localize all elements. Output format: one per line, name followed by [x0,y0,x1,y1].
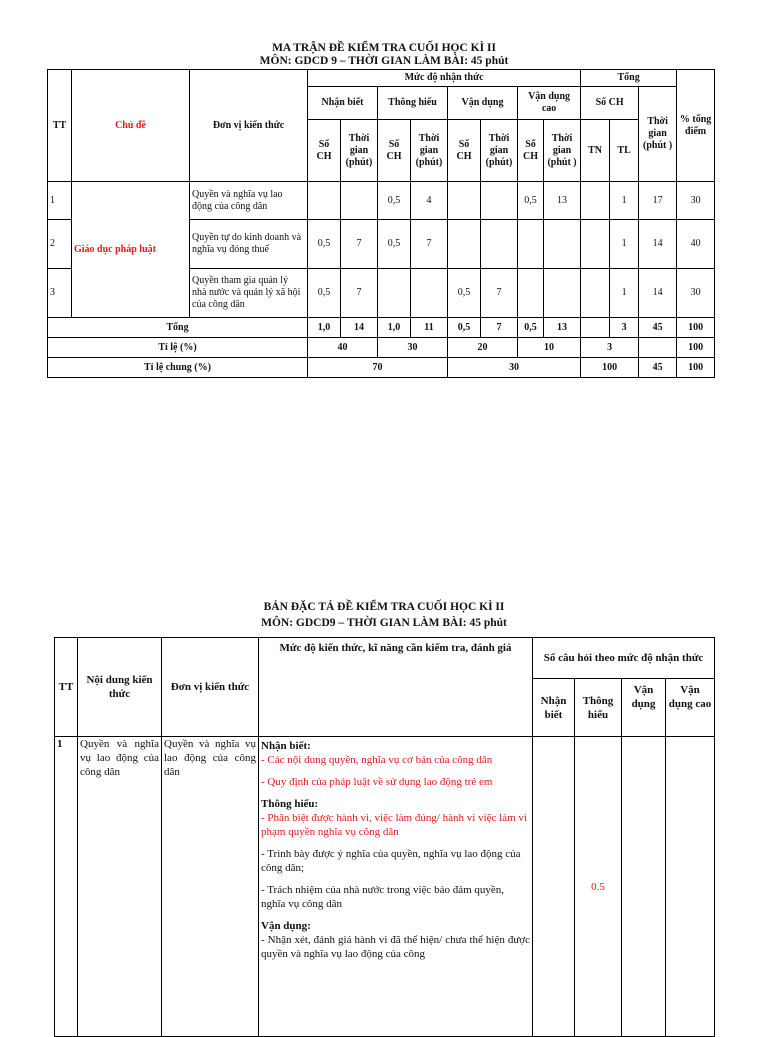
matrix-title: MA TRẬN ĐỀ KIỂM TRA CUỐI HỌC KÌ II [272,42,496,54]
spec-header-don-vi: Đơn vị kiến thức [162,638,259,737]
cell: 100 [677,358,715,378]
cell: 1,0 [308,318,341,338]
spec-row-unit: Quyền và nghĩa vụ lao động của công dân [162,737,259,1037]
header-vd-so-ch: Số CH [448,120,481,182]
cell: 11 [411,318,448,338]
cell [518,269,544,318]
cell: 30 [378,338,448,358]
total-row [48,318,715,338]
spec-nhan-biet-cell [533,737,575,1037]
spec-row-content: Quyền và nghĩa vụ lao động của công dân [78,737,162,1037]
th-item: - Trách nhiệm của nhà nước trong việc bảo đảm quyền, nghĩa vụ công dân [261,884,505,910]
cell [581,182,610,220]
header-thoi-gian-tong: Thời gian (phút ) [639,87,677,182]
matrix-table [47,69,715,378]
cell: 1 [610,269,639,318]
cell [581,220,610,269]
spec-header-noi-dung: Nội dung kiến thức [78,638,162,737]
cell: 0,5 [448,269,481,318]
header-nb-so-ch: Số CH [308,120,341,182]
cell [581,269,610,318]
spec-table [54,637,715,1037]
header-vd-thoi-gian: Thời gian (phút) [481,120,518,182]
ratio-row [48,338,715,358]
spec-header-van-dung-cao: Vận dụng cao [666,679,715,737]
cell: 14 [341,318,378,338]
cell [518,220,544,269]
th-item-red: - Phân biệt được hành vi, việc làm đúng/ hành vi việc làm vi phạm quyền nghĩa vụ công dân [261,812,527,838]
header-muc-do: Mức độ nhận thức [308,70,581,87]
total-label: Tổng [48,318,308,338]
cell: 100 [677,338,715,358]
cell [544,220,581,269]
cell: 17 [639,182,677,220]
spec-van-dung-cell [622,737,666,1037]
row-unit: Quyền tham gia quản lý nhà nước và quản lý xã hội của công dân [190,269,308,318]
cell: 7 [411,220,448,269]
cell: 7 [341,220,378,269]
header-vdc-thoi-gian: Thời gian (phút ) [544,120,581,182]
vd-item: - Nhận xét, đánh giá hành vi đã thể hiện/ chưa thể hiện được quyền và nghĩa vụ lao động của công [261,934,530,960]
spec-van-dung-cao-cell [666,737,715,1037]
cell: 3 [610,318,639,338]
header-chu-de: Chủ đề [72,70,190,182]
thong-hieu-label: Thông hiểu: [261,798,319,810]
cell: 0,5 [308,269,341,318]
row-tt: 3 [48,269,72,318]
spec-header-so-cau: Số câu hỏi theo mức độ nhận thức [533,638,715,679]
row-unit: Quyền tự do kinh doanh và nghĩa vụ đóng thuế [190,220,308,269]
spec-row-description [259,737,533,1037]
header-vdc-so-ch: Số CH [518,120,544,182]
general-ratio-row [48,358,715,378]
header-pct: % tổng điểm [677,70,715,182]
nhan-biet-label: Nhận biết: [261,740,311,752]
row-tt: 2 [48,220,72,269]
header-tong: Tổng [581,70,677,87]
cell [378,269,411,318]
cell: 100 [581,358,639,378]
spec-header-tt: TT [55,638,78,737]
cell: 0,5 [378,220,411,269]
cell: 13 [544,182,581,220]
spec-row [55,737,715,1037]
cell: 3 [581,338,639,358]
general-ratio-label: Tỉ lệ chung (%) [48,358,308,378]
header-tl: TL [610,120,639,182]
header-nhan-biet: Nhận biết [308,87,378,120]
nb-item: - Các nội dung quyền, nghĩa vụ cơ bản của công dân [261,754,493,766]
spec-header-muc-do: Mức độ kiến thức, kĩ năng cần kiểm tra, đánh giá [259,638,533,737]
cell [481,182,518,220]
cell: 70 [308,358,448,378]
cell [481,220,518,269]
row-unit: Quyền và nghĩa vụ lao động của công dân [190,182,308,220]
cell [411,269,448,318]
spec-subtitle: MÔN: GDCD9 – THỜI GIAN LÀM BÀI: 45 phút [261,617,507,629]
row-tt: 1 [48,182,72,220]
header-tt: TT [48,70,72,182]
spec-header-thong-hieu: Thông hiểu [575,679,622,737]
cell: 0,5 [308,220,341,269]
header-van-dung-cao: Vận dụng cao [518,87,581,120]
matrix-subtitle: MÔN: GDCD 9 – THỜI GIAN LÀM BÀI: 45 phút [259,55,509,67]
cell: 7 [341,269,378,318]
cell: 0,5 [448,318,481,338]
cell [308,182,341,220]
cell: 30 [677,269,715,318]
header-thong-hieu: Thông hiểu [378,87,448,120]
cell: 1 [610,220,639,269]
cell: 20 [448,338,518,358]
cell [544,269,581,318]
van-dung-label: Vận dụng: [261,920,311,932]
cell: 1 [610,182,639,220]
topic-cell: Giáo dục pháp luật [72,182,190,318]
cell: 14 [639,269,677,318]
cell [639,338,677,358]
header-tn: TN [581,120,610,182]
spec-header-van-dung: Vận dụng [622,679,666,737]
header-van-dung: Vận dụng [448,87,518,120]
spec-thong-hieu-cell: 0.5 [575,737,622,1037]
cell: 0,5 [378,182,411,220]
cell: 40 [308,338,378,358]
header-so-ch-tong: Số CH [581,87,639,120]
table-row [48,182,715,220]
cell: 40 [677,220,715,269]
cell [448,220,481,269]
spec-header-nhan-biet: Nhận biết [533,679,575,737]
cell: 100 [677,318,715,338]
ratio-label: Tỉ lệ (%) [48,338,308,358]
cell: 30 [677,182,715,220]
header-don-vi: Đơn vị kiến thức [190,70,308,182]
cell [448,182,481,220]
th-item: - Trình bày được ý nghĩa của quyền, nghĩa vụ lao động của công dân; [261,848,521,874]
cell: 30 [448,358,581,378]
cell: 0,5 [518,182,544,220]
cell [341,182,378,220]
cell: 7 [481,269,518,318]
header-th-so-ch: Số CH [378,120,411,182]
cell: 45 [639,358,677,378]
cell: 45 [639,318,677,338]
spec-title: BẢN ĐẶC TẢ ĐỀ KIỂM TRA CUỐI HỌC KÌ II [263,601,505,613]
cell: 0,5 [518,318,544,338]
cell: 13 [544,318,581,338]
header-th-thoi-gian: Thời gian (phút) [411,120,448,182]
cell: 1,0 [378,318,411,338]
nb-item: - Quy định của pháp luật về sử dụng lao động trẻ em [261,776,493,788]
spec-row-tt: 1 [55,737,78,1037]
cell: 4 [411,182,448,220]
header-nb-thoi-gian: Thời gian (phút) [341,120,378,182]
cell: 7 [481,318,518,338]
cell [581,318,610,338]
cell: 10 [518,338,581,358]
cell: 14 [639,220,677,269]
